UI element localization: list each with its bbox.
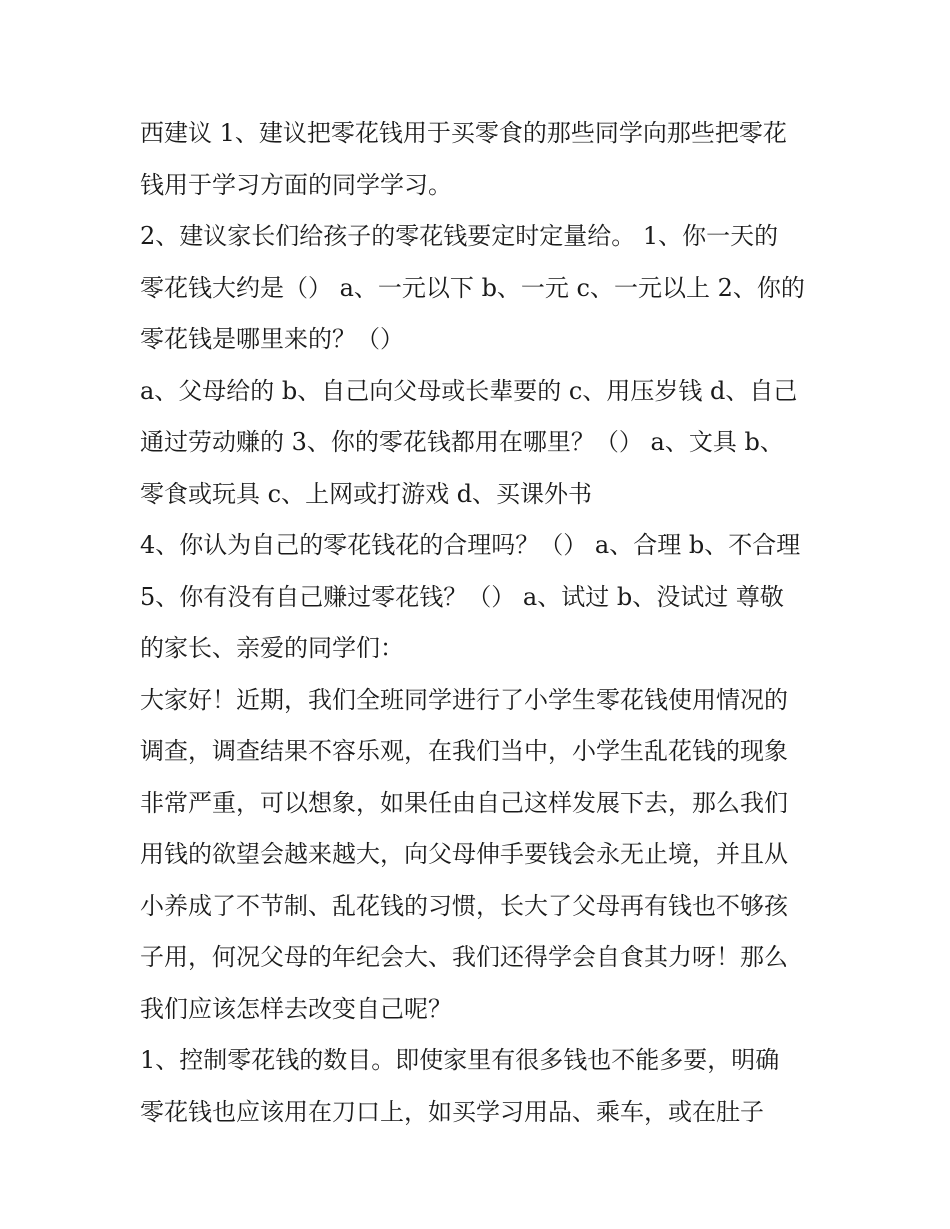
text-line: 子用，何况父母的年纪会大、我们还得学会自食其力呀！那么 bbox=[140, 943, 788, 971]
text-line: 大家好！近期，我们全班同学进行了小学生零花钱使用情况的 bbox=[140, 685, 788, 714]
text-line: a、父母给的 b、自己向父母或长辈要的 c、用压岁钱 d、自己 bbox=[140, 376, 798, 405]
document-body bbox=[140, 108, 820, 1138]
text-line: 通过劳动赚的 3、你的零花钱都用在哪里？（） a、文具 b、 bbox=[140, 428, 784, 456]
text-line: 2、建议家长们给孩子的零花钱要定时定量给。 1、你一天的 bbox=[140, 222, 779, 250]
text-line: 我们应该怎样去改变自己呢？ bbox=[140, 994, 452, 1023]
text-line: 非常严重，可以想象，如果任由自己这样发展下去，那么我们 bbox=[140, 788, 788, 817]
text-line: 调查，调查结果不容乐观，在我们当中，小学生乱花钱的现象 bbox=[140, 737, 788, 765]
text-line: 小养成了不节制、乱花钱的习惯，长大了父母再有钱也不够孩 bbox=[140, 891, 788, 920]
text-line: 钱用于学习方面的同学学习。 bbox=[140, 170, 452, 199]
text-line: 4、你认为自己的零花钱花的合理吗？（） a、合理 b、不合理 bbox=[140, 531, 801, 559]
text-line: 零食或玩具 c、上网或打游戏 d、买课外书 bbox=[140, 479, 593, 508]
text-line: 的家长、亲爱的同学们： bbox=[140, 634, 404, 662]
text-line: 用钱的欲望会越来越大，向父母伸手要钱会永无止境，并且从 bbox=[140, 840, 788, 868]
text-line: 零花钱大约是（） a、一元以下 b、一元 c、一元以上 2、你的 bbox=[140, 273, 805, 302]
text-line: 零花钱是哪里来的？（） bbox=[140, 325, 404, 353]
text-line: 西建议 1、建议把零花钱用于买零食的那些同学向那些把零花 bbox=[140, 119, 787, 147]
text-line: 零花钱也应该用在刀口上，如买学习用品、乘车，或在肚子 bbox=[140, 1097, 764, 1126]
text-line: 5、你有没有自己赚过零花钱？（） a、试过 b、没试过 尊敬 bbox=[140, 582, 784, 611]
text-line: 1、控制零花钱的数目。即使家里有很多钱也不能多要，明确 bbox=[140, 1046, 780, 1074]
